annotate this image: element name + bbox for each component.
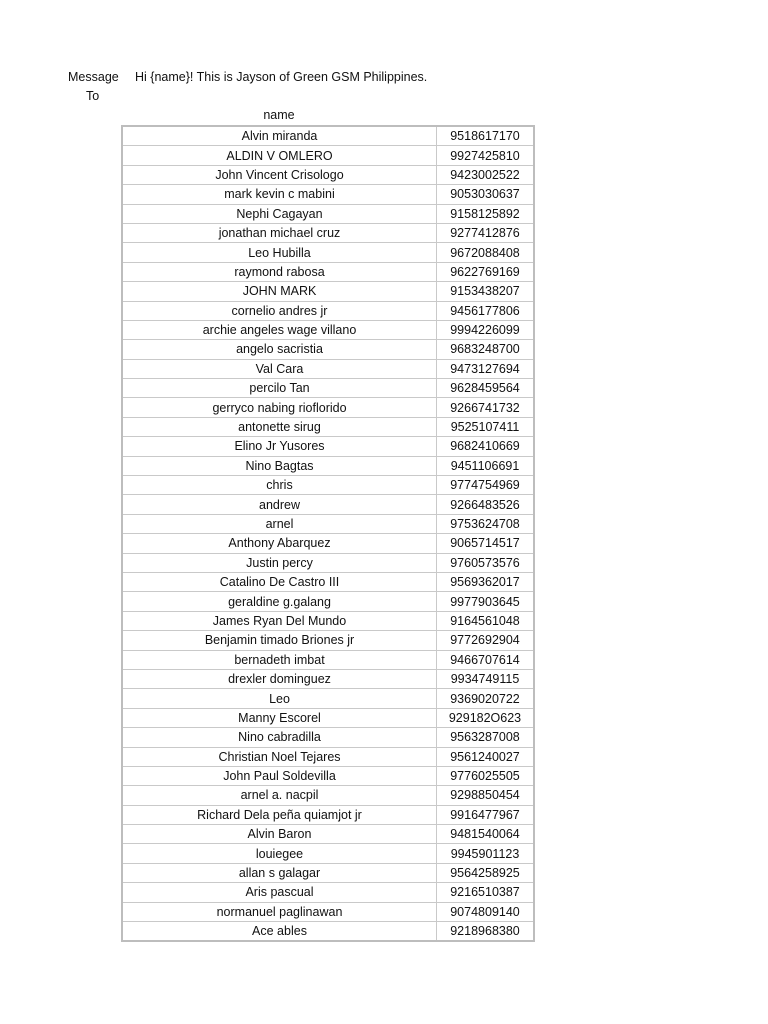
table-row — [122, 398, 534, 417]
table-row — [122, 262, 534, 281]
contact-name-cell: gerryco nabing rioflorido — [122, 398, 437, 417]
contact-name-cell: percilo Tan — [122, 379, 437, 398]
contact-phone-cell: 9456177806 — [437, 301, 535, 320]
contact-name-cell: Leo Hubilla — [122, 243, 437, 262]
contact-phone-cell: 9369020722 — [437, 689, 535, 708]
table-row — [122, 417, 534, 436]
table-row — [122, 766, 534, 785]
table-row — [122, 863, 534, 882]
contact-phone-cell: 9266741732 — [437, 398, 535, 417]
table-row — [122, 301, 534, 320]
contact-phone-cell: 9158125892 — [437, 204, 535, 223]
table-row — [122, 592, 534, 611]
table-row — [122, 379, 534, 398]
contact-phone-cell: 9934749115 — [437, 669, 535, 688]
contacts-table-body — [122, 126, 534, 941]
table-row — [122, 223, 534, 242]
contact-name-cell: Justin percy — [122, 553, 437, 572]
contact-phone-cell: 9481540064 — [437, 825, 535, 844]
contact-phone-cell: 9561240027 — [437, 747, 535, 766]
contact-name-cell: Nephi Cagayan — [122, 204, 437, 223]
contact-phone-cell: 9216510387 — [437, 883, 535, 902]
table-row — [122, 805, 534, 824]
contact-name-cell: ALDIN V OMLERO — [122, 146, 437, 165]
table-row — [122, 728, 534, 747]
contact-name-cell: Ace ables — [122, 922, 437, 942]
table-row — [122, 553, 534, 572]
contact-name-cell: Alvin miranda — [122, 126, 437, 146]
table-row — [122, 825, 534, 844]
table-row — [122, 883, 534, 902]
contact-phone-cell: 9945901123 — [437, 844, 535, 863]
table-row — [122, 902, 534, 921]
contact-phone-cell: 9977903645 — [437, 592, 535, 611]
contact-name-cell: allan s galagar — [122, 863, 437, 882]
contact-name-cell: Richard Dela peña quiamjot jr — [122, 805, 437, 824]
table-row — [122, 631, 534, 650]
contact-name-cell: raymond rabosa — [122, 262, 437, 281]
message-label: Message — [68, 70, 119, 84]
table-row — [122, 786, 534, 805]
contact-name-cell: Benjamin timado Briones jr — [122, 631, 437, 650]
table-row — [122, 126, 534, 146]
table-row — [122, 320, 534, 339]
table-row — [122, 359, 534, 378]
contact-phone-cell: 9628459564 — [437, 379, 535, 398]
table-row — [122, 669, 534, 688]
contact-phone-cell: 9153438207 — [437, 282, 535, 301]
table-row — [122, 185, 534, 204]
contact-name-cell: Catalino De Castro III — [122, 572, 437, 591]
contact-phone-cell: 9277412876 — [437, 223, 535, 242]
contact-phone-cell: 9074809140 — [437, 902, 535, 921]
contact-phone-cell: 9423002522 — [437, 165, 535, 184]
table-row — [122, 437, 534, 456]
contact-name-cell: Christian Noel Tejares — [122, 747, 437, 766]
table-row — [122, 476, 534, 495]
contact-phone-cell: 9683248700 — [437, 340, 535, 359]
contact-phone-cell: 9927425810 — [437, 146, 535, 165]
contact-name-cell: arnel — [122, 514, 437, 533]
table-row — [122, 611, 534, 630]
contact-name-cell: drexler dominguez — [122, 669, 437, 688]
table-row — [122, 689, 534, 708]
contact-name-cell: jonathan michael cruz — [122, 223, 437, 242]
contact-phone-cell: 9564258925 — [437, 863, 535, 882]
contact-phone-cell: 9466707614 — [437, 650, 535, 669]
contact-name-cell: JOHN MARK — [122, 282, 437, 301]
contact-phone-cell: 9298850454 — [437, 786, 535, 805]
table-row — [122, 922, 534, 942]
contact-name-cell: cornelio andres jr — [122, 301, 437, 320]
contact-phone-cell: 9753624708 — [437, 514, 535, 533]
contact-phone-cell: 929182O623 — [437, 708, 535, 727]
contact-name-cell: louiegee — [122, 844, 437, 863]
table-row — [122, 514, 534, 533]
table-row — [122, 844, 534, 863]
contact-phone-cell: 9266483526 — [437, 495, 535, 514]
contact-name-cell: bernadeth imbat — [122, 650, 437, 669]
table-row — [122, 165, 534, 184]
contact-phone-cell: 9682410669 — [437, 437, 535, 456]
table-row — [122, 495, 534, 514]
table-row — [122, 534, 534, 553]
contact-name-cell: Aris pascual — [122, 883, 437, 902]
contact-phone-cell: 9772692904 — [437, 631, 535, 650]
contact-phone-cell: 9218968380 — [437, 922, 535, 942]
contact-name-cell: Nino cabradilla — [122, 728, 437, 747]
contact-name-cell: normanuel paglinawan — [122, 902, 437, 921]
table-row — [122, 340, 534, 359]
contact-name-cell: Nino Bagtas — [122, 456, 437, 475]
contact-name-cell: Elino Jr Yusores — [122, 437, 437, 456]
table-row — [122, 708, 534, 727]
contact-phone-cell: 9916477967 — [437, 805, 535, 824]
table-row — [122, 146, 534, 165]
contacts-table — [121, 125, 535, 942]
contact-name-cell: archie angeles wage villano — [122, 320, 437, 339]
contact-name-cell: angelo sacristia — [122, 340, 437, 359]
contact-phone-cell: 9164561048 — [437, 611, 535, 630]
contact-phone-cell: 9774754969 — [437, 476, 535, 495]
table-row — [122, 456, 534, 475]
name-column-header: name — [263, 108, 295, 122]
contact-phone-cell: 9451106691 — [437, 456, 535, 475]
contact-name-cell: antonette sirug — [122, 417, 437, 436]
contact-name-cell: mark kevin c mabini — [122, 185, 437, 204]
contact-phone-cell: 9776025505 — [437, 766, 535, 785]
contact-phone-cell: 9473127694 — [437, 359, 535, 378]
to-label: To — [86, 89, 100, 103]
contact-name-cell: John Vincent Crisologo — [122, 165, 437, 184]
contact-name-cell: andrew — [122, 495, 437, 514]
contact-phone-cell: 9994226099 — [437, 320, 535, 339]
contact-phone-cell: 9760573576 — [437, 553, 535, 572]
table-row — [122, 572, 534, 591]
contact-phone-cell: 9053030637 — [437, 185, 535, 204]
contact-phone-cell: 9622769169 — [437, 262, 535, 281]
table-row — [122, 650, 534, 669]
contact-name-cell: arnel a. nacpil — [122, 786, 437, 805]
message-text: Hi {name}! This is Jayson of Green GSM Philippines. — [135, 70, 428, 84]
contact-name-cell: Alvin Baron — [122, 825, 437, 844]
contact-phone-cell: 9569362017 — [437, 572, 535, 591]
table-row — [122, 747, 534, 766]
contact-phone-cell: 9065714517 — [437, 534, 535, 553]
contact-name-cell: John Paul Soldevilla — [122, 766, 437, 785]
contact-name-cell: James Ryan Del Mundo — [122, 611, 437, 630]
contact-name-cell: Anthony Abarquez — [122, 534, 437, 553]
contact-name-cell: geraldine g.galang — [122, 592, 437, 611]
contact-name-cell: Manny Escorel — [122, 708, 437, 727]
table-row — [122, 243, 534, 262]
table-row — [122, 204, 534, 223]
contact-phone-cell: 9563287008 — [437, 728, 535, 747]
contact-name-cell: chris — [122, 476, 437, 495]
contact-phone-cell: 9518617170 — [437, 126, 535, 146]
table-row — [122, 282, 534, 301]
contact-phone-cell: 9525107411 — [437, 417, 535, 436]
contact-name-cell: Val Cara — [122, 359, 437, 378]
contact-phone-cell: 9672088408 — [437, 243, 535, 262]
contact-name-cell: Leo — [122, 689, 437, 708]
